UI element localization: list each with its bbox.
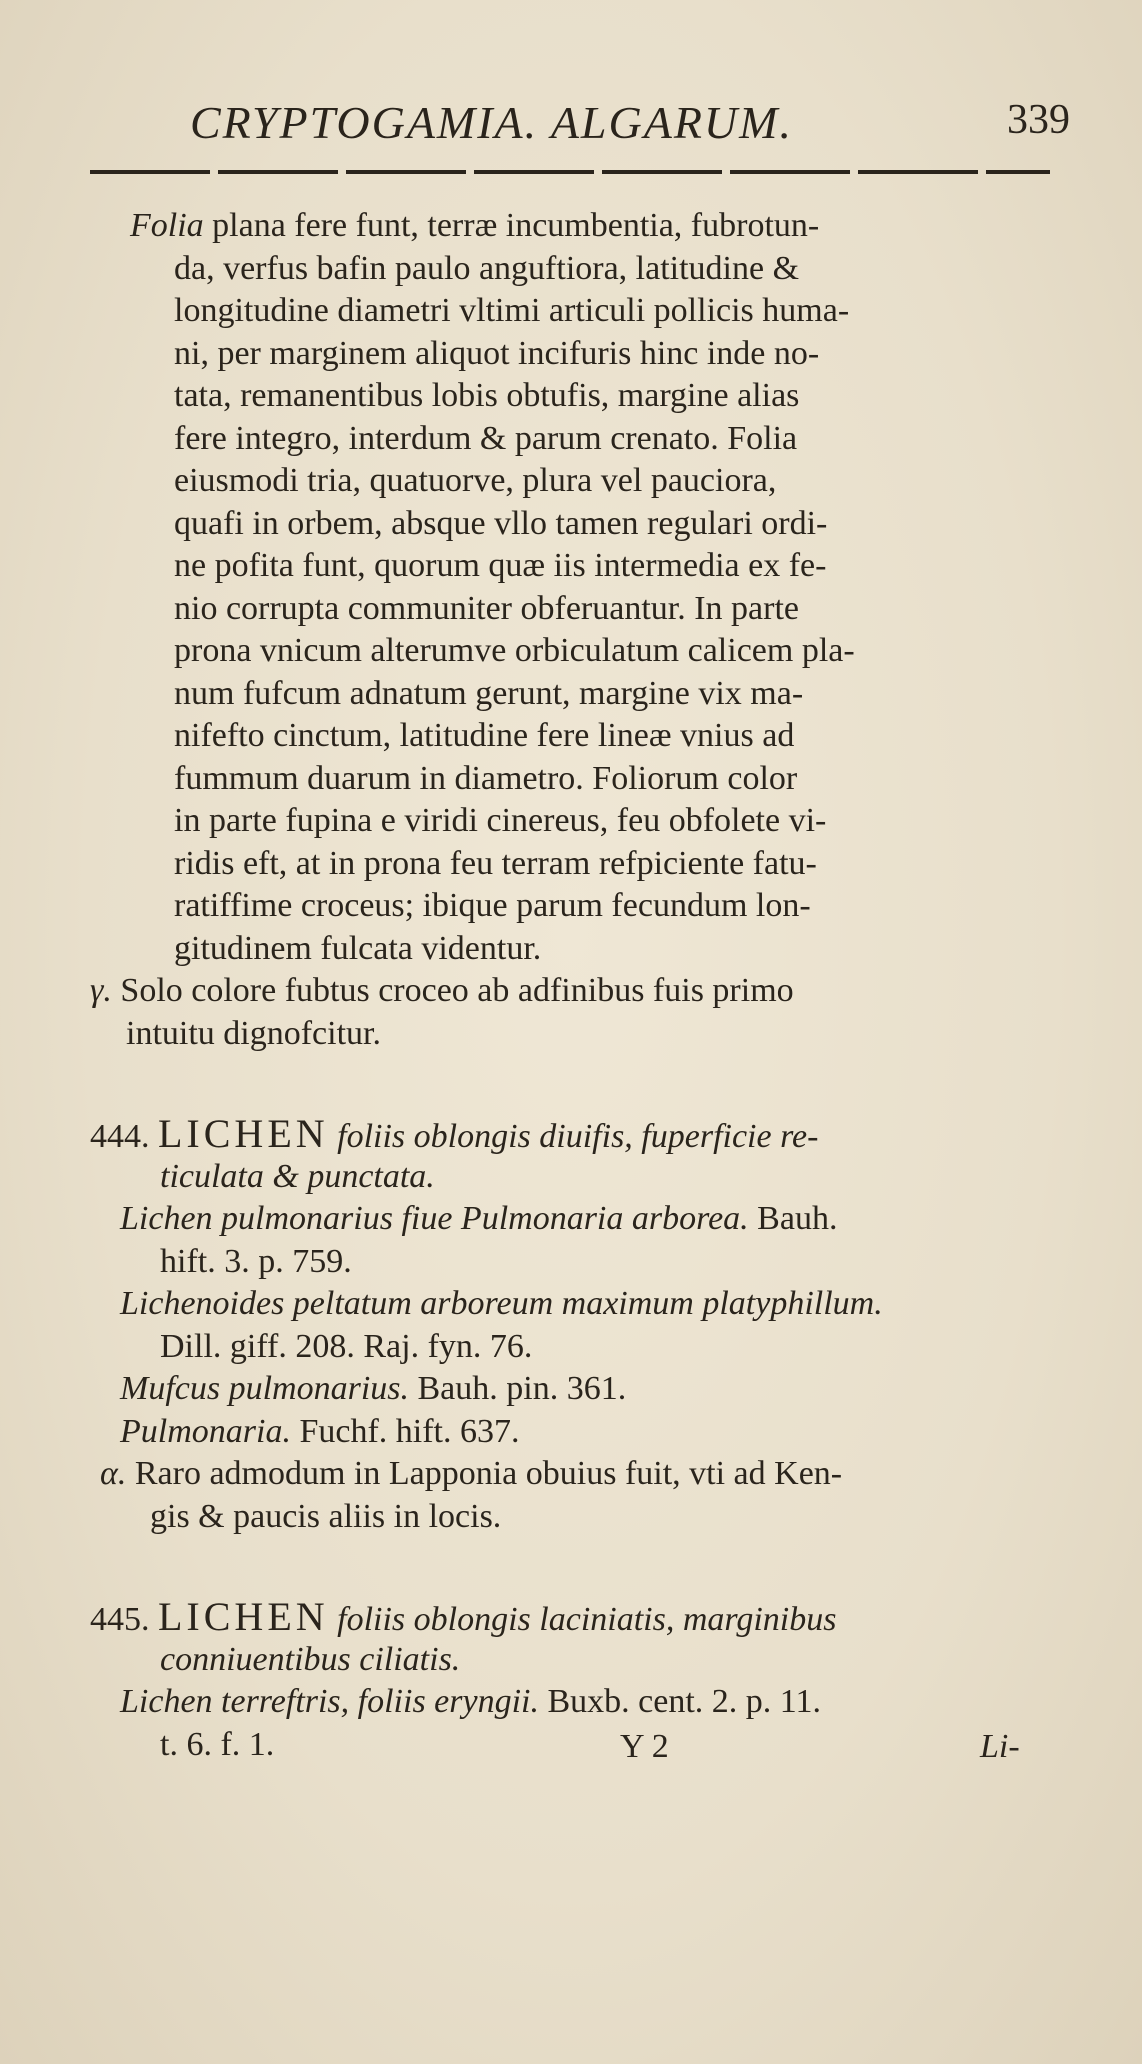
synonym-line: Lichen terreftris, foliis eryngii. Buxb. cent. 2. p. 11.	[120, 1683, 822, 1720]
alpha-note-line: gis & paucis aliis in locis.	[150, 1497, 502, 1535]
folia-lead: Folia	[130, 207, 204, 244]
folia-line: da, verfus bafin paulo anguftiora, latitudine &	[174, 249, 800, 287]
entry-445-heading: 445. LICHEN foliis oblongis laciniatis, marginibus	[90, 1594, 837, 1639]
gamma-marker: γ.	[90, 972, 112, 1009]
entry-444-number: 444.	[90, 1118, 150, 1155]
synonym-line: Mufcus pulmonarius. Bauh. pin. 361.	[120, 1370, 627, 1407]
folia-line: gitudinem fulcata videntur.	[174, 929, 542, 967]
spacer	[90, 1538, 1060, 1596]
folia-line: nio corrupta communiter obferuantur. In parte	[174, 589, 799, 627]
alpha-marker: α.	[100, 1455, 127, 1492]
entry-444-genus: LICHEN	[158, 1111, 329, 1156]
entry-445-number: 445.	[90, 1601, 150, 1638]
folia-line: in parte fupina e viridi cinereus, feu obfolete vi-	[174, 802, 827, 839]
entry-444-heading: 444. LICHEN foliis oblongis diuifis, fuperficie re-	[90, 1111, 819, 1156]
signature-mark: Y 2	[620, 1728, 669, 1765]
synonym-cont: hift. 3. p. 759.	[160, 1242, 352, 1280]
folia-line: fummum duarum in diametro. Foliorum color	[174, 759, 798, 797]
alpha-note-line: α. Raro admodum in Lapponia obuius fuit, vti ad Ken-	[100, 1455, 843, 1492]
catchword: Li-	[980, 1728, 1020, 1765]
synonym-line: Pulmonaria. Fuchf. hift. 637.	[120, 1412, 520, 1450]
folia-line: quafi in orbem, absque vllo tamen regulari ordi-	[174, 504, 828, 542]
entry-445-genus: LICHEN	[158, 1594, 329, 1639]
folia-line: Folia plana fere funt, terræ incumbentia, fubrotun-	[130, 207, 820, 244]
gamma-note-line: γ. Solo colore fubtus croceo ab adfinibus fuis primo	[90, 972, 794, 1009]
folia-line: ni, per marginem aliquot incifuris hinc inde no-	[174, 334, 820, 372]
folia-line: ridis eft, at in prona feu terram refpiciente fatu-	[174, 844, 817, 882]
entry-444-diagnosis: ticulata & punctata.	[160, 1157, 435, 1195]
synonym-cont: t. 6. f. 1.	[160, 1725, 275, 1763]
header-rule	[90, 170, 1050, 174]
gamma-note-line: intuitu dignofcitur.	[126, 1014, 381, 1052]
synonym-cont: Dill. giff. 208. Raj. fyn. 76.	[160, 1327, 533, 1365]
synonym-line: Lichen pulmonarius fiue Pulmonaria arborea. Bauh.	[120, 1200, 838, 1237]
folia-line: longitudine diametri vltimi articuli pollicis huma-	[174, 292, 850, 329]
entry-445-diagnosis: conniuentibus ciliatis.	[160, 1640, 461, 1678]
folia-line: num fufcum adnatum gerunt, margine vix ma-	[174, 674, 804, 712]
folia-line: tata, remanentibus lobis obtufis, margine alias	[174, 377, 800, 414]
folia-line: eiusmodi tria, quatuorve, plura vel pauciora,	[174, 462, 777, 499]
folia-line: nifefto cinctum, latitudine fere lineæ vnius ad	[174, 717, 795, 754]
folia-line: ne pofita funt, quorum quæ iis intermedia ex fe-	[174, 547, 827, 584]
synonym-line: Lichenoides peltatum arboreum maximum platyphillum.	[120, 1285, 883, 1322]
page-number: 339	[1007, 97, 1070, 143]
folia-line: fere integro, interdum & parum crenato. Folia	[174, 419, 798, 457]
running-title: CRYPTOGAMIA. ALGARUM.	[190, 97, 793, 148]
folia-line: ratiffime croceus; ibique parum fecundum lon-	[174, 887, 811, 924]
folia-line: prona vnicum alterumve orbiculatum calicem pla-	[174, 632, 855, 669]
page-header	[190, 96, 1070, 156]
body-text	[90, 205, 1060, 1812]
spacer	[90, 1055, 1060, 1113]
